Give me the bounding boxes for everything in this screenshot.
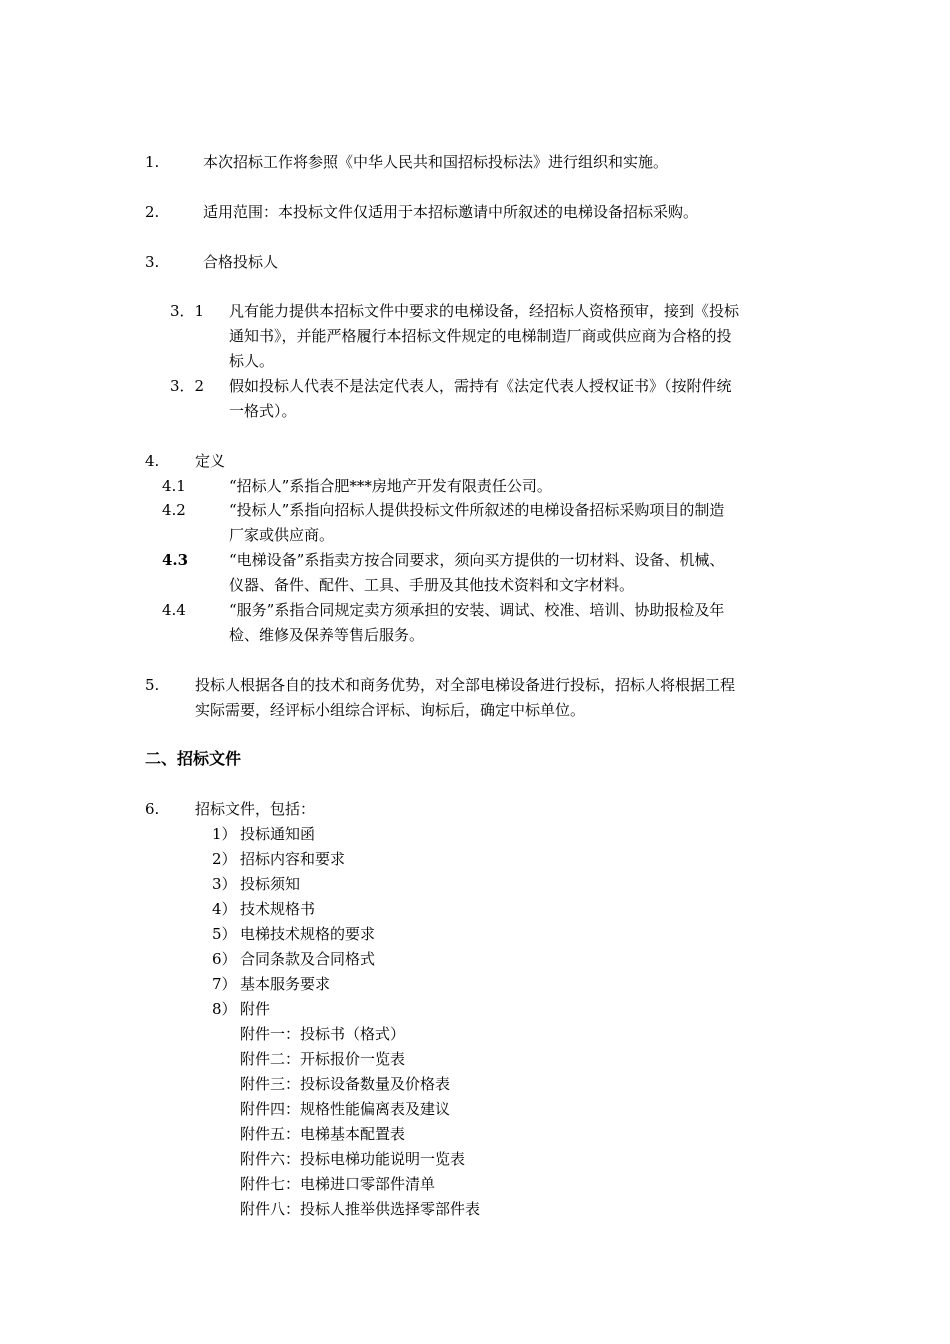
item-3-1-line-1: 凡有能力提供本招标文件中要求的电梯设备，经招标人资格预审，接到《投标	[229, 302, 740, 320]
item-3-1-number: 3．1	[170, 302, 205, 320]
list-item: 招标内容和要求	[240, 850, 346, 868]
item-4-1-text: “招标人”系指合肥***房地产开发有限责任公司。	[229, 477, 552, 495]
list-item-number: 5）	[212, 925, 237, 943]
item-4-3-line-1: “电梯设备”系指卖方按合同要求，须向买方提供的一切材料、设备、机械、	[229, 551, 725, 569]
item-4-number: 4.	[145, 452, 160, 470]
item-4-4-line-1: “服务”系指合同规定卖方须承担的安装、调试、校准、培训、协助报检及年	[229, 601, 725, 619]
attachment-item: 附件八：投标人推举供选择零部件表	[240, 1200, 481, 1218]
attachment-item: 附件五：电梯基本配置表	[240, 1125, 406, 1143]
attachment-item: 附件六：投标电梯功能说明一览表	[240, 1150, 466, 1168]
list-item-number: 7）	[212, 975, 237, 993]
item-4-3-number: 4.3	[162, 551, 189, 569]
attachment-item: 附件一：投标书（格式）	[240, 1025, 406, 1043]
item-4-4-number: 4.4	[162, 601, 186, 619]
item-5-line-1: 投标人根据各自的技术和商务优势，对全部电梯设备进行投标，招标人将根据工程	[195, 676, 736, 694]
item-1-number: 1.	[145, 153, 160, 171]
attachment-item: 附件七：电梯进口零部件清单	[240, 1175, 436, 1193]
item-4-1-number: 4.1	[162, 477, 186, 495]
item-5-line-2: 实际需要，经评标小组综合评标、询标后，确定中标单位。	[195, 701, 586, 719]
item-6-number: 6.	[145, 800, 160, 818]
item-1-text: 本次招标工作将参照《中华人民共和国招标投标法》进行组织和实施。	[203, 153, 669, 171]
list-item-number: 6）	[212, 950, 237, 968]
item-3-text: 合格投标人	[203, 253, 279, 271]
item-5-number: 5.	[145, 676, 160, 694]
item-4-3-line-2: 仪器、备件、配件、工具、手册及其他技术资料和文字材料。	[229, 576, 635, 594]
list-item-number: 4）	[212, 900, 237, 918]
item-3-number: 3.	[145, 253, 160, 271]
attachment-item: 附件四：规格性能偏离表及建议	[240, 1100, 451, 1118]
item-4-2-line-2: 厂家或供应商。	[229, 526, 335, 544]
item-4-4-line-2: 检、维修及保养等售后服务。	[229, 626, 425, 644]
item-3-1-line-3: 标人。	[229, 352, 275, 370]
attachment-item: 附件三：投标设备数量及价格表	[240, 1075, 451, 1093]
item-3-2-line-2: 一格式）。	[229, 402, 297, 420]
list-item-number: 8）	[212, 1000, 237, 1018]
list-item: 投标须知	[240, 875, 301, 893]
attachment-item: 附件二：开标报价一览表	[240, 1050, 406, 1068]
list-item: 合同条款及合同格式	[240, 950, 376, 968]
item-3-2-number: 3．2	[170, 377, 205, 395]
item-2-number: 2.	[145, 203, 160, 221]
item-3-1-line-2: 通知书》，并能严格履行本招标文件规定的电梯制造厂商或供应商为合格的投	[229, 327, 732, 345]
item-3-2-line-1: 假如投标人代表不是法定代表人，需持有《法定代表人授权证书》（按附件统	[229, 377, 732, 395]
list-item: 电梯技术规格的要求	[240, 925, 376, 943]
list-item-number: 3）	[212, 875, 237, 893]
item-2-text: 适用范围：本投标文件仅适用于本招标邀请中所叙述的电梯设备招标采购。	[203, 203, 699, 221]
list-item: 投标通知函	[240, 825, 316, 843]
list-item: 技术规格书	[240, 900, 316, 918]
section-2-heading: 二、招标文件	[145, 749, 242, 768]
item-4-2-number: 4.2	[162, 501, 186, 519]
list-item-number: 2）	[212, 850, 237, 868]
item-6-text: 招标文件，包括：	[195, 800, 316, 818]
list-item-number: 1）	[212, 825, 237, 843]
item-4-2-line-1: “投标人”系指向招标人提供投标文件所叙述的电梯设备招标采购项目的制造	[229, 501, 725, 519]
list-item: 基本服务要求	[240, 975, 331, 993]
item-4-text: 定义	[195, 452, 226, 470]
list-item: 附件	[240, 1000, 271, 1018]
